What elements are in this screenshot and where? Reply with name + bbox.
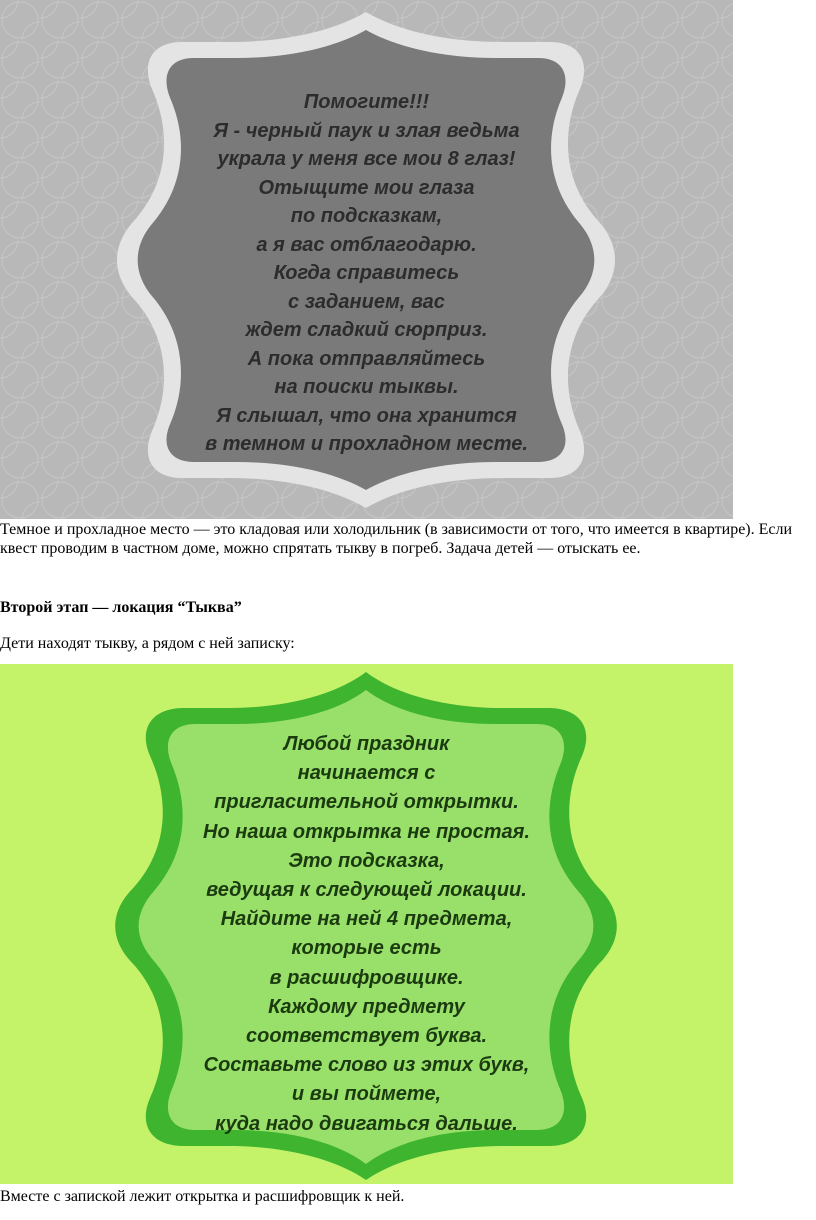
paragraph-decoder: Вместе с запиской лежит открытка и расшифровщик к ней. (0, 1188, 405, 1205)
note-line: ведущая к следующей локации. (206, 879, 527, 902)
note-line: Я слышал, что она хранится (216, 404, 517, 427)
note-line: Я - черный паук и злая ведьма (213, 119, 520, 142)
note-line: с заданием, вас (288, 290, 445, 313)
note-text-invitation (0, 730, 733, 1139)
note-line: Найдите на ней 4 предмета, (220, 908, 513, 931)
section-heading: Второй этап — локация “Тыква” (0, 599, 242, 616)
note-line: соответствует буква. (245, 1025, 487, 1048)
note-line: Когда справитесь (273, 262, 460, 284)
note-text-spider (0, 88, 733, 459)
note-line: начинается с (297, 762, 436, 785)
note-line: украла у меня все мои 8 глаз! (217, 148, 516, 170)
note-line: Но наша открытка не простая. (203, 820, 530, 843)
note-line: в темном и прохладном месте. (205, 433, 528, 455)
note-line: Каждому предмету (268, 995, 465, 1018)
note-line: Составьте слово из этих букв, (203, 1054, 530, 1077)
note-line: Любой праздник (283, 733, 450, 755)
note-line: на поиски тыквы. (274, 376, 459, 398)
note-line: а я вас отблагодарю. (256, 233, 477, 256)
paragraph-pumpkin-found: Дети находят тыкву, а рядом с ней записку: (0, 635, 295, 652)
note-line: А пока отправляйтесь (247, 347, 486, 370)
note-line: по подсказкам, (290, 205, 443, 227)
note-line: которые есть (291, 937, 442, 960)
note-card-invitation (0, 664, 733, 1184)
note-line: ждет сладкий сюрприз. (245, 319, 488, 341)
note-line: в расшифровщике. (269, 966, 464, 989)
note-line: Отыщите мои глаза (258, 176, 475, 199)
note-line: Это подсказка, (288, 849, 445, 872)
note-card-spider (0, 0, 733, 519)
note-line: куда надо двигаться дальше. (215, 1112, 518, 1135)
note-line: пригласительной открытки. (214, 791, 519, 814)
note-line: Помогите!!! (303, 91, 430, 113)
paragraph-cold-place: Темное и прохладное место — это кладовая или холодильник (в зависимости от того, что имеется в квартире). Если квест проводим в частном доме, можно спрятать тыкву в погреб. Задача детей — отыскать ее. (0, 521, 793, 557)
note-line: и вы поймете, (291, 1083, 442, 1106)
